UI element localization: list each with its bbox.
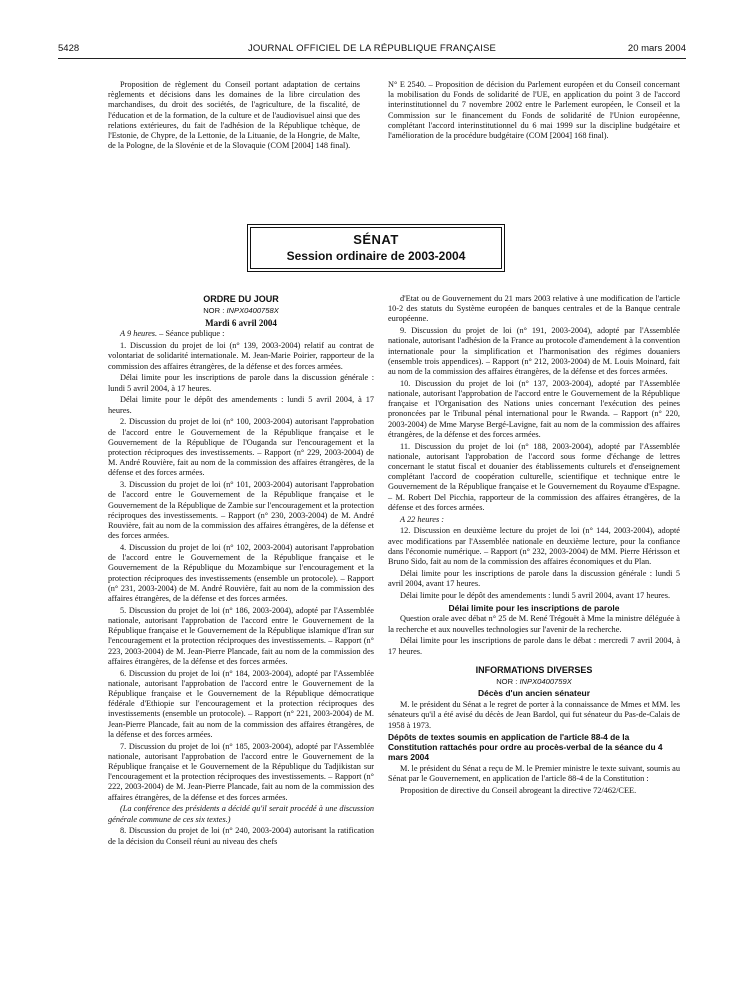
agenda-item: 6. Discussion du projet de loi (n° 184, 2003-2004), adopté par l'Assemblée nationale, autorisant l'approbation de l'accord entre le Gouvernement de la République française et le Gouvernement de la République démocratique fédérale d'Ethiopie sur l'encouragement et la protection réciproques des investissements (ensemble un protocole). – Rapport (n° 221, 2003-2004) de M. Jean-Pierre Plancade, fait au nom de la commission des affaires étrangères, de la défense et des forces armées. xyxy=(108,668,374,739)
agenda-items-left xyxy=(108,341,374,847)
page-header xyxy=(58,43,686,57)
agenda-item: Délai limite pour les inscriptions de parole dans la discussion générale : lundi 5 avril 2004, à 17 heures. xyxy=(108,373,374,393)
informations-heading: INFORMATIONS DIVERSES xyxy=(475,664,593,675)
paragraph: Délai limite pour les inscriptions de parole dans le débat : mercredi 7 avril 2004, à 17 heures. xyxy=(388,636,680,656)
agenda-items-right xyxy=(388,294,680,513)
agenda-item: 3. Discussion du projet de loi (n° 101, 2003-2004) autorisant l'approbation de l'accord entre le Gouvernement de la République française et le Gouvernement de la République de Zambie sur l'encouragement et la protection réciproques des investissements. – Rapport (n° 230, 2003-2004) de M. André Rouvière, fait au nom de la commission des affaires étrangères, de la défense et des forces armées. xyxy=(108,480,374,541)
agenda-item: 8. Discussion du projet de loi (n° 240, 2003-2004) autorisant la ratification de la décision du Conseil réuni au niveau des chefs xyxy=(108,826,374,846)
agenda-item: Délai limite pour le dépôt des amendements : lundi 5 avril 2004, à 17 heures. xyxy=(108,395,374,415)
paragraph: Question orale avec débat n° 25 de M. René Trégouët à Mme la ministre déléguée à la recherche et aux nouvelles technologies sur l'avenir de la recherche. xyxy=(388,614,680,634)
senat-title: SÉNAT xyxy=(353,232,399,247)
paragraph: N° E 2540. – Proposition de décision du Parlement européen et du Conseil concernant la mobilisation du Fonds de solidarité de l'UE, en application du point 3 de l'accord interinstitutionnel du 7 novembre 2002 entre le Parlement européen, le Conseil et la Commission sur le financement du Fonds de solidarité de l'Union européenne, complétant l'accord interinstitutionnel du 6 mai 1999 sur la discipline budgétaire et l'amélioration de la procédure budgétaire (COM [2004] 168 final). xyxy=(388,80,680,141)
top-left-column xyxy=(108,80,360,153)
agenda-item: 5. Discussion du projet de loi (n° 186, 2003-2004), adopté par l'Assemblée nationale, autorisant l'approbation de l'accord entre le Gouvernement de la République française et le Gouvernement de la République islamique d'Iran sur l'encouragement et la protection réciproques des investissements. – Rapport (n° 223, 2003-2004) de M. Jean-Pierre Plancade, fait au nom de la commission des affaires étrangères, de la défense et des forces armées. xyxy=(108,605,374,666)
time-line: A 9 heures. – Séance publique : xyxy=(120,329,225,339)
depots-heading: Dépôts de textes soumis en application de l'article 88-4 de la Constitution rattachés pour ordre au procès-verbal de la séance du 4 mars 2004 xyxy=(388,732,663,763)
paragraph: M. le président du Sénat a le regret de porter à la connaissance de Mmes et MM. les sénateurs qu'il a été avisé du décès de Jean Bardol, qui fut sénateur du Pas-de-Calais de 1958 à 1973. xyxy=(388,700,680,730)
header-rule xyxy=(58,58,686,59)
agenda-item: 9. Discussion du projet de loi (n° 191, 2003-2004), adopté par l'Assemblée nationale, autorisant l'adhésion de la France au protocole d'amendement à la convention internationale pour la simplification et l'harmonisation des régimes douaniers (ensemble trois appendices). – Rapport (n° 212, 2003-2004) de M. Louis Moinard, fait au nom de la commission des affaires étrangères, de la défense et des forces armées. xyxy=(388,326,680,377)
session-day: Mardi 6 avril 2004 xyxy=(205,317,277,328)
deadline-line: Délai limite pour les inscriptions de parole dans la discussion générale : lundi 5 avril 2004, avant 17 heures. xyxy=(388,568,680,589)
senat-subtitle: Session ordinaire de 2003-2004 xyxy=(286,249,466,263)
agenda-item: d'Etat ou de Gouvernement du 21 mars 2003 relative à une modification de l'article 10-2 des statuts du Système européen de banques centrales et de la Banque centrale européenne. xyxy=(388,294,680,324)
agenda-item: 2. Discussion du projet de loi (n° 100, 2003-2004) autorisant l'approbation de l'accord entre le Gouvernement de la République française et le Gouvernement de la République de l'Ouganda sur l'encouragement et la protection réciproques des investissements. – Rapport (n° 229, 2003-2004) de M. André Rouvière, fait au nom de la commission des affaires étrangères, de la défense et des forces armées. xyxy=(108,417,374,478)
agenda-item: 11. Discussion du projet de loi (n° 188, 2003-2004), adopté par l'Assemblée nationale, autorisant l'approbation de l'accord sous forme d'échange de lettres concernant le statut fiscal et douanier des établissements culturels et d'enseignement complétant l'accord de coopération culturelle, scientifique et technique entre le Gouvernement de la République française et le Gouvernement du Royaume d'Espagne. – M. Robert Del Picchia, rapporteur de la commission des affaires étrangères, de la défense et des forces armées. xyxy=(388,441,680,512)
issue-date: 20 mars 2004 xyxy=(627,43,686,54)
deces-heading: Décès d'un ancien sénateur xyxy=(477,688,591,699)
agenda-item: 4. Discussion du projet de loi (n° 102, 2003-2004) autorisant l'approbation de l'accord entre le Gouvernement de la République française et le Gouvernement de la République du Mozambique sur l'encouragement et la protection réciproques des investissements (ensemble un protocole). – Rapport (n° 231, 2003-2004) de M. André Rouvière, fait au nom de la commission des affaires étrangères, de la défense et des forces armées. xyxy=(108,543,374,604)
agenda-item: 7. Discussion du projet de loi (n° 185, 2003-2004), adopté par l'Assemblée nationale, autorisant l'approbation de l'accord entre le Gouvernement de la République française et le Gouvernement de la République du Tadjikistan sur l'encouragement et la protection réciproques des investissements. – Rapport (n° 222, 2003-2004) de M. Jean-Pierre Plancade, fait au nom de la commission des affaires étrangères, de la défense et des forces armées. xyxy=(108,741,374,802)
paragraph: Proposition de règlement du Conseil portant adaptation de certains règlements et décisions dans les domaines de la libre circulation des marchandises, du droit des sociétés, de l'agriculture, de la fiscalité, de l'éducation et de la formation, de la culture et de l'audiovisuel ainsi que des relations extérieures, du fait de l'adhésion de la République tchèque, de l'Estonie, de Chypre, de la Lettonie, de la Lituanie, de la Hongrie, de Malte, de la Pologne, de la Slovénie et de la Slovaquie (COM [2004] 148 final). xyxy=(108,80,360,151)
journal-title: JOURNAL OFFICIEL DE LA RÉPUBLIQUE FRANÇAISE xyxy=(247,43,497,54)
right-column xyxy=(388,294,680,798)
agenda-item: 1. Discussion du projet de loi (n° 139, 2003-2004) relatif au contrat de volontariat de solidarité internationale. M. Jean-Marie Poirier, rapporteur de la commission des affaires étrangères, de la défense et des forces armées. xyxy=(108,341,374,371)
left-column xyxy=(108,294,374,848)
page-number: 5428 xyxy=(58,43,80,54)
agenda-item: 10. Discussion du projet de loi (n° 137, 2003-2004), adopté par l'Assemblée nationale, autorisant l'approbation de l'accord entre le Gouvernement de la République française et l'Organisation des Nations unies concernant l'exécution des peines prononcées par le Tribunal pénal international pour le Rwanda. – Rapport (n° 220, 2003-2004) de Mme Maryse Bergé-Lavigne, fait au nom de la commission des affaires étrangères, de la défense et des forces armées. xyxy=(388,378,680,439)
agenda-item: (La conférence des présidents a décidé qu'il serait procédé à une discussion générale commune de ces six textes.) xyxy=(108,804,374,824)
nor-reference: NOR : INPX0400759X xyxy=(496,676,572,686)
deadline-line: Délai limite pour le dépôt des amendements : lundi 5 avril 2004, avant 17 heures. xyxy=(400,590,671,600)
nor-reference: NOR : INPX0400758X xyxy=(203,305,279,315)
senat-box xyxy=(250,227,502,269)
delai-heading: Délai limite pour les inscriptions de parole xyxy=(448,602,620,613)
agenda-item: 12. Discussion en deuxième lecture du projet de loi (n° 144, 2003-2004), adopté avec modifications par l'Assemblée nationale en deuxième lecture, pour la confiance dans l'économie numérique. – Rapport (n° 232, 2003-2004) de MM. Pierre Hérisson et Bruno Sido, fait au nom de la commission des affaires économiques et du Plan. xyxy=(388,526,680,567)
top-right-column xyxy=(388,80,680,143)
paragraph: Proposition de directive du Conseil abrogeant la directive 72/462/CEE. xyxy=(400,786,637,796)
paragraph: M. le président du Sénat a reçu de M. le Premier ministre le texte suivant, soumis au Sénat par le Gouvernement, en application de l'article 88-4 de la Constitution : xyxy=(388,764,680,784)
ordre-du-jour-heading: ORDRE DU JOUR xyxy=(203,294,279,304)
time-line: A 22 heures : xyxy=(400,514,445,524)
